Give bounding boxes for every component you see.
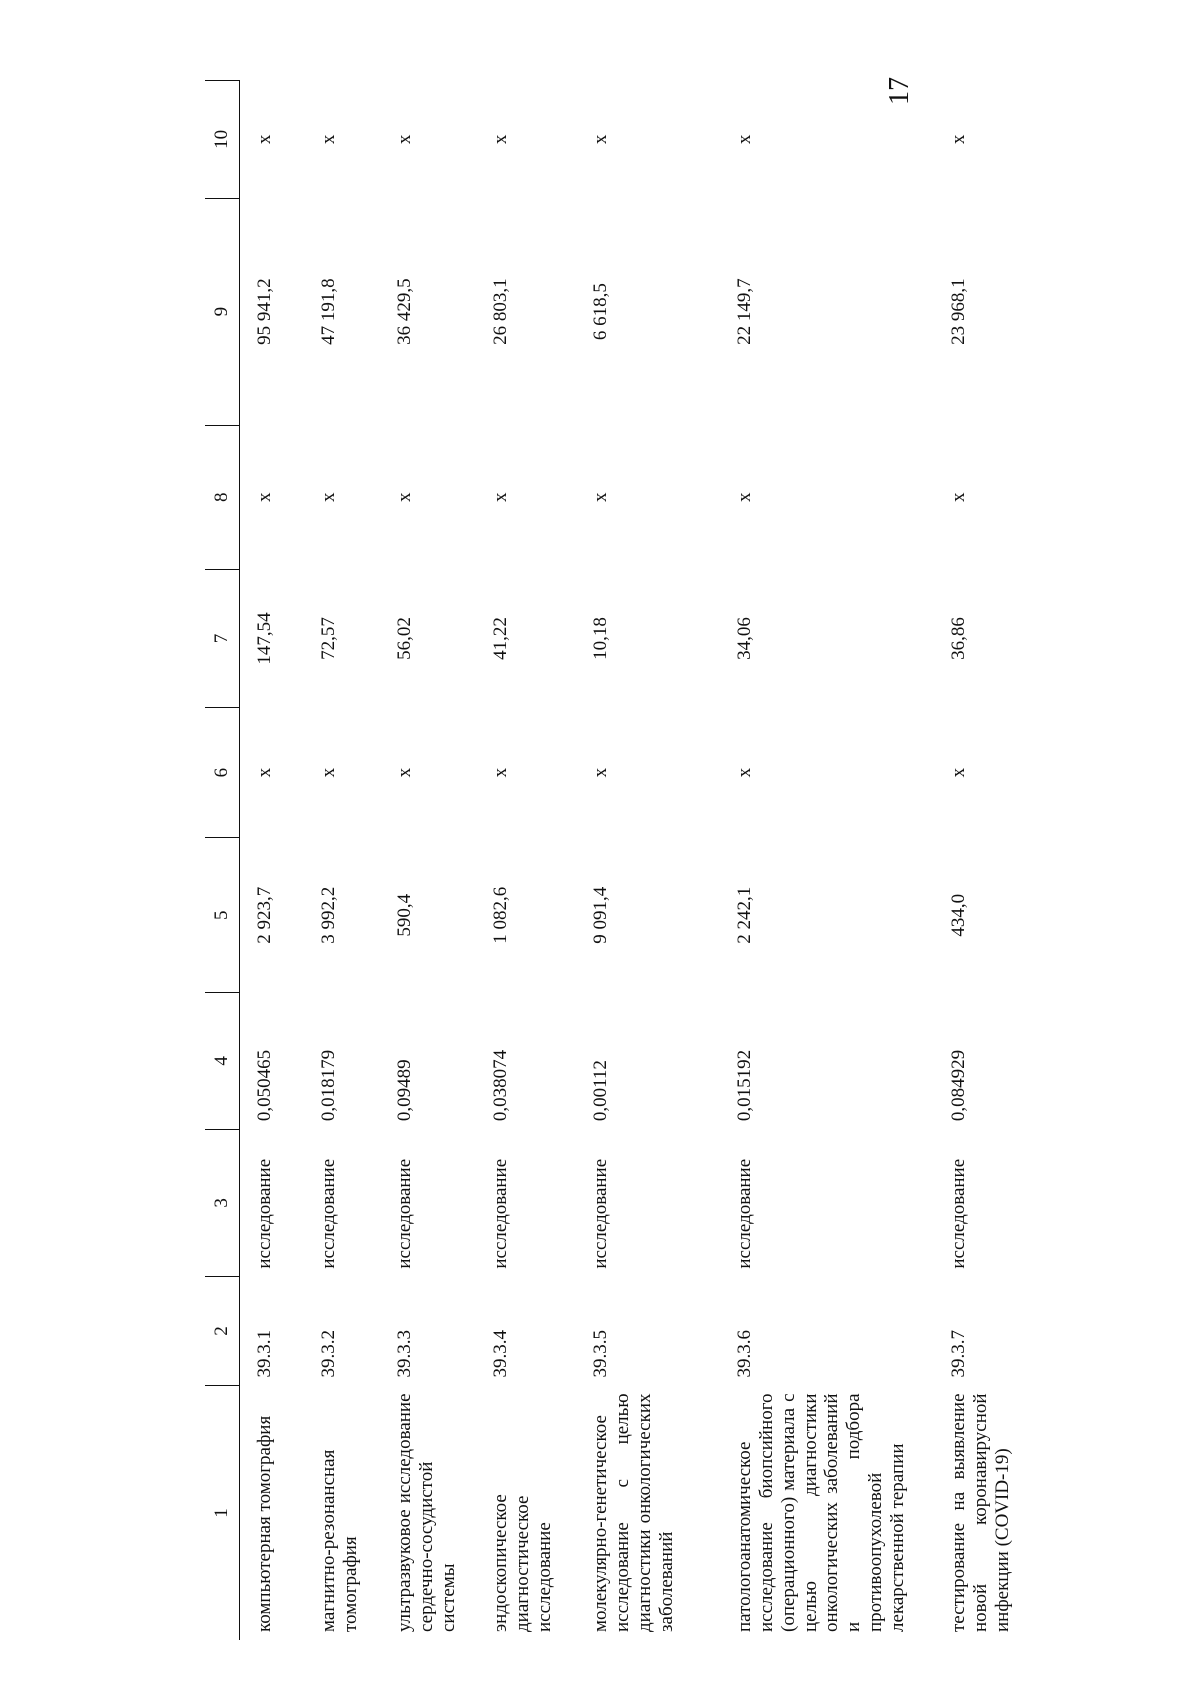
cell-service-name: эндоскопическое диагностическое исследование bbox=[490, 1494, 555, 1632]
table-row bbox=[304, 81, 380, 1641]
cell-service-name: патологоанатомическое исследование биопсийного (операционного) материала с целью диагностики онкологических заболеваний и подбора противоопухолевой лекарственной терапии bbox=[734, 1393, 908, 1632]
cell-col8: х bbox=[590, 492, 611, 502]
cell-cost: 9 091,4 bbox=[590, 886, 611, 944]
cell-cost: 2 242,1 bbox=[734, 886, 755, 944]
cell-col8: х bbox=[948, 492, 969, 502]
col-header-6: 6 bbox=[205, 708, 240, 838]
cell-col8: х bbox=[394, 492, 415, 502]
cell-total: 22 149,7 bbox=[734, 278, 755, 345]
cell-col10: х bbox=[394, 134, 415, 145]
cell-code: 39.3.7 bbox=[948, 1329, 969, 1378]
col-header-5: 5 bbox=[205, 838, 240, 993]
cell-per-capita: 10,18 bbox=[590, 617, 611, 660]
cell-per-capita: 41,22 bbox=[490, 617, 511, 660]
cell-col6: х bbox=[394, 767, 415, 778]
cell-unit: исследование bbox=[254, 1158, 275, 1269]
cell-code: 39.3.1 bbox=[254, 1329, 275, 1378]
cell-per-capita: 34,06 bbox=[734, 617, 755, 660]
cell-col6: х bbox=[318, 767, 339, 778]
rotated-table-container bbox=[205, 80, 1058, 1640]
cell-norm: 0,09489 bbox=[394, 1059, 415, 1122]
cell-unit: исследование bbox=[318, 1158, 339, 1269]
cell-unit: исследование bbox=[734, 1158, 755, 1269]
cell-cost: 3 992,2 bbox=[318, 886, 339, 944]
col-header-8: 8 bbox=[205, 425, 240, 569]
cell-service-name: магнитно-резонансная томография bbox=[318, 1449, 361, 1632]
cell-per-capita: 147,54 bbox=[254, 612, 275, 665]
cell-col10: х bbox=[590, 134, 611, 145]
cell-code: 39.3.2 bbox=[318, 1329, 339, 1378]
col-header-10: 10 bbox=[205, 81, 240, 199]
cell-cost: 590,4 bbox=[394, 893, 415, 937]
cell-col10: х bbox=[948, 134, 969, 145]
cell-unit: исследование bbox=[490, 1158, 511, 1269]
cell-total: 36 429,5 bbox=[394, 278, 415, 345]
cell-col10: х bbox=[318, 134, 339, 145]
table-row bbox=[576, 81, 720, 1641]
cell-service-name: молекулярно-генетическое исследование с целью диагностики онкологических заболеваний bbox=[590, 1393, 677, 1632]
cell-col6: х bbox=[948, 767, 969, 778]
table-row bbox=[380, 81, 476, 1641]
cell-col8: х bbox=[318, 492, 339, 502]
cell-cost: 1 082,6 bbox=[490, 886, 511, 944]
cell-col6: х bbox=[734, 767, 755, 778]
cell-col6: х bbox=[254, 767, 275, 778]
cell-unit: исследование bbox=[394, 1158, 415, 1269]
col-header-1: 1 bbox=[205, 1385, 240, 1640]
cell-service-name: тестирование на выявление новой коронавирусной инфекции (COVID-19) bbox=[948, 1393, 1013, 1632]
col-header-7: 7 bbox=[205, 569, 240, 707]
cell-total: 95 941,2 bbox=[254, 278, 275, 345]
cell-norm: 0,018179 bbox=[318, 1049, 339, 1122]
cell-col8: х bbox=[734, 492, 755, 502]
cell-norm: 0,084929 bbox=[948, 1049, 969, 1122]
cell-service-name: компьютерная томография bbox=[254, 1415, 275, 1632]
cell-col8: х bbox=[254, 492, 275, 502]
cell-norm: 0,050465 bbox=[254, 1049, 275, 1122]
cell-code: 39.3.4 bbox=[490, 1329, 511, 1378]
col-header-9: 9 bbox=[205, 198, 240, 425]
tariff-table bbox=[205, 80, 1058, 1640]
table-row bbox=[476, 81, 576, 1641]
cell-total: 47 191,8 bbox=[318, 278, 339, 345]
table-row bbox=[240, 81, 305, 1641]
col-header-4: 4 bbox=[205, 993, 240, 1129]
cell-total: 6 618,5 bbox=[590, 283, 611, 341]
col-header-3: 3 bbox=[205, 1129, 240, 1277]
table-row bbox=[720, 81, 934, 1641]
cell-per-capita: 56,02 bbox=[394, 617, 415, 660]
cell-service-name: ультразвуковое исследование сердечно-сосудистой системы bbox=[394, 1393, 459, 1632]
cell-norm: 0,00112 bbox=[590, 1060, 611, 1122]
cell-col10: х bbox=[490, 134, 511, 145]
cell-col6: х bbox=[590, 767, 611, 778]
cell-norm: 0,038074 bbox=[490, 1049, 511, 1122]
table-row bbox=[934, 81, 1058, 1641]
cell-unit: исследование bbox=[590, 1158, 611, 1269]
cell-code: 39.3.5 bbox=[590, 1329, 611, 1378]
cell-code: 39.3.6 bbox=[734, 1329, 755, 1378]
header-row bbox=[205, 81, 240, 1641]
cell-norm: 0,015192 bbox=[734, 1049, 755, 1122]
cell-col8: х bbox=[490, 492, 511, 502]
cell-total: 23 968,1 bbox=[948, 278, 969, 345]
cell-total: 26 803,1 bbox=[490, 278, 511, 345]
cell-per-capita: 36,86 bbox=[948, 617, 969, 660]
page-number: 17 bbox=[884, 77, 915, 105]
cell-col10: х bbox=[254, 134, 275, 145]
cell-code: 39.3.3 bbox=[394, 1329, 415, 1378]
cell-col6: х bbox=[490, 767, 511, 778]
col-header-2: 2 bbox=[205, 1277, 240, 1386]
cell-unit: исследование bbox=[948, 1158, 969, 1269]
cell-col10: х bbox=[734, 134, 755, 145]
cell-cost: 2 923,7 bbox=[254, 886, 275, 944]
cell-per-capita: 72,57 bbox=[318, 617, 339, 660]
cell-cost: 434,0 bbox=[948, 893, 969, 937]
